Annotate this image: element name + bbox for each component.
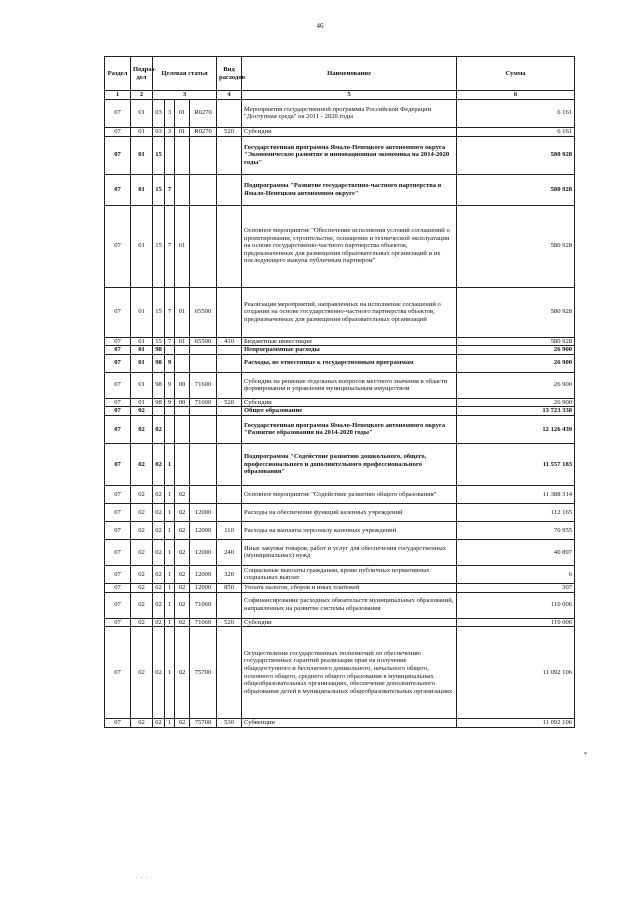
target-subprogram-cell [165,407,175,416]
target-event-cell [175,443,190,485]
table-header-row [105,57,575,91]
col-number: 2 [131,91,153,100]
sum-cell: 580 928 [457,174,575,205]
table-row [105,287,575,337]
razdel-cell: 07 [105,539,131,565]
vid-raskhodov-cell [217,99,242,127]
name-cell: Государственная программа Ямало-Ненецкого автономного округа "Экономическое развитие и инновационная экономика на 2014-2020 годы" [242,136,457,174]
target-program-cell: 02 [153,618,165,627]
target-event-cell: 01 [175,287,190,337]
target-direction-cell [190,174,217,205]
target-subprogram-cell: 9 [165,372,175,398]
header-sum: Сумма [457,57,575,91]
target-subprogram-cell: 1 [165,443,175,485]
razdel-cell: 07 [105,407,131,416]
target-subprogram-cell: 1 [165,583,175,592]
vid-raskhodov-cell: 410 [217,337,242,346]
podrazdel-cell: 02 [131,415,153,443]
name-cell: Реализация мероприятий, направленных на исполнение соглашений о создании на основе государственно-частного партнерства объектов, предназначенных для размещения образовательных организаций [242,287,457,337]
name-cell: Основное мероприятие "Содействие развитию общего образования" [242,485,457,503]
razdel-cell: 07 [105,398,131,407]
target-direction-cell [190,354,217,372]
target-direction-cell: 71600 [190,398,217,407]
sum-cell: 11 557 183 [457,443,575,485]
target-event-cell: 01 [175,127,190,136]
target-direction-cell [190,136,217,174]
sum-cell: 26 900 [457,372,575,398]
razdel-cell: 07 [105,583,131,592]
table-row [105,205,575,287]
target-direction-cell: 75700 [190,627,217,719]
target-subprogram-cell: 7 [165,337,175,346]
podrazdel-cell: 01 [131,174,153,205]
margin-mark: * [584,752,587,758]
vid-raskhodov-cell [217,415,242,443]
sum-cell: 13 723 338 [457,407,575,416]
vid-raskhodov-cell [217,174,242,205]
razdel-cell: 07 [105,485,131,503]
table-row [105,719,575,728]
vid-raskhodov-cell [217,354,242,372]
target-program-cell: 02 [153,539,165,565]
name-cell: Расходы на выплаты персоналу казенных учреждений [242,521,457,539]
name-cell: Уплата налогов, сборов и иных платежей [242,583,457,592]
target-event-cell [175,407,190,416]
sum-cell: 40 897 [457,539,575,565]
target-program-cell: 03 [153,99,165,127]
name-cell: Основное мероприятие "Обеспечение исполнения условий соглашений о проектировании, строительстве, оснащении и технической эксплуатации на основе государственно-частного партнерства объектов, предназначенных для размещения образовательных организаций и их последующего выкупа публичным партнером" [242,205,457,287]
razdel-cell: 07 [105,354,131,372]
podrazdel-cell: 01 [131,372,153,398]
col-number: 1 [105,91,131,100]
target-event-cell [175,354,190,372]
target-direction-cell: 12000 [190,583,217,592]
razdel-cell: 07 [105,337,131,346]
podrazdel-cell: 02 [131,719,153,728]
table-row [105,485,575,503]
target-subprogram-cell: 7 [165,174,175,205]
vid-raskhodov-cell: 240 [217,539,242,565]
vid-raskhodov-cell [217,592,242,618]
podrazdel-cell: 01 [131,127,153,136]
header-name: Наименование [242,57,457,91]
table-row [105,443,575,485]
razdel-cell: 07 [105,503,131,521]
sum-cell: 11 092 106 [457,627,575,719]
table-row [105,592,575,618]
target-program-cell: 98 [153,398,165,407]
sum-cell: 580 928 [457,287,575,337]
target-direction-cell: 65500 [190,337,217,346]
target-subprogram-cell: 1 [165,539,175,565]
table-row [105,136,575,174]
target-program-cell: 02 [153,521,165,539]
sum-cell: 11 388 314 [457,485,575,503]
razdel-cell: 07 [105,592,131,618]
podrazdel-cell: 02 [131,627,153,719]
target-subprogram-cell [165,415,175,443]
table-row [105,565,575,583]
target-direction-cell: 12000 [190,503,217,521]
podrazdel-cell: 01 [131,346,153,355]
vid-raskhodov-cell: 850 [217,583,242,592]
target-program-cell: 02 [153,719,165,728]
target-subprogram-cell: 3 [165,127,175,136]
column-number-row [105,91,575,100]
name-cell: Мероприятия государственной программы Российской Федерации "Доступная среда" на 2011 - 2020 годы [242,99,457,127]
target-event-cell: 00 [175,372,190,398]
vid-raskhodov-cell: 520 [217,127,242,136]
sum-cell: 26 900 [457,398,575,407]
col-number: 4 [217,91,242,100]
name-cell: Осуществление государственных полномочий по обеспечению государственных гарантий реализации прав на получение общедоступного и бесплатного дошкольного, начального общего, основного общего, среднего общего образования в муниципальных общеобразовательных организациях, обеспечение дополнительного образования детей в муниципальных общеобразовательных организациях [242,627,457,719]
target-subprogram-cell: 7 [165,287,175,337]
sum-cell: 110 006 [457,618,575,627]
target-direction-cell: R0270 [190,99,217,127]
target-event-cell: 01 [175,205,190,287]
podrazdel-cell: 01 [131,354,153,372]
name-cell: Подпрограмма "Развитие государственно-частного партнерства в Ямало-Ненецком автономном округе" [242,174,457,205]
target-direction-cell: 75700 [190,719,217,728]
razdel-cell: 07 [105,521,131,539]
header-vid-raskhodov: Вид расходов [217,57,242,91]
target-direction-cell [190,485,217,503]
target-direction-cell: 65500 [190,287,217,337]
vid-raskhodov-cell [217,205,242,287]
name-cell: Социальные выплаты гражданам, кроме публичных нормативных социальных выплат [242,565,457,583]
table-row [105,521,575,539]
razdel-cell: 07 [105,719,131,728]
target-direction-cell: 12000 [190,521,217,539]
target-subprogram-cell: 1 [165,719,175,728]
target-event-cell: 02 [175,565,190,583]
target-event-cell: 02 [175,485,190,503]
target-program-cell: 98 [153,346,165,355]
vid-raskhodov-cell [217,407,242,416]
sum-cell: 26 900 [457,346,575,355]
name-cell: Субвенции [242,719,457,728]
target-subprogram-cell: 1 [165,503,175,521]
target-event-cell [175,415,190,443]
podrazdel-cell: 02 [131,407,153,416]
name-cell: Расходы на обеспечение функций казенных учреждений [242,503,457,521]
sum-cell: 112 165 [457,503,575,521]
name-cell: Непрограммные расходы [242,346,457,355]
sum-cell: 6 161 [457,127,575,136]
razdel-cell: 07 [105,372,131,398]
table-row [105,627,575,719]
target-program-cell: 98 [153,372,165,398]
podrazdel-cell: 02 [131,485,153,503]
razdel-cell: 07 [105,205,131,287]
razdel-cell: 07 [105,443,131,485]
podrazdel-cell: 02 [131,503,153,521]
podrazdel-cell: 01 [131,136,153,174]
podrazdel-cell: 02 [131,618,153,627]
target-event-cell: 02 [175,592,190,618]
target-direction-cell [190,415,217,443]
target-direction-cell: 71600 [190,372,217,398]
name-cell: Иные закупки товаров, работ и услуг для обеспечения государственных (муниципальных) нужд [242,539,457,565]
target-event-cell [175,174,190,205]
sum-cell: 6 161 [457,99,575,127]
target-event-cell: 01 [175,337,190,346]
sum-cell: 6 [457,565,575,583]
table-row [105,407,575,416]
target-event-cell: 01 [175,99,190,127]
podrazdel-cell: 02 [131,521,153,539]
col-number: 5 [242,91,457,100]
razdel-cell: 07 [105,174,131,205]
target-event-cell: 02 [175,719,190,728]
target-subprogram-cell [165,136,175,174]
target-direction-cell [190,205,217,287]
vid-raskhodov-cell: 530 [217,719,242,728]
sum-cell: 70 955 [457,521,575,539]
table-row [105,415,575,443]
target-program-cell: 02 [153,583,165,592]
razdel-cell: 07 [105,627,131,719]
target-program-cell: 02 [153,485,165,503]
table-row [105,618,575,627]
target-subprogram-cell: 3 [165,99,175,127]
target-program-cell: 03 [153,127,165,136]
target-subprogram-cell: 1 [165,592,175,618]
vid-raskhodov-cell: 320 [217,565,242,583]
podrazdel-cell: 02 [131,583,153,592]
name-cell: Бюджетные инвестиции [242,337,457,346]
target-subprogram-cell: 9 [165,398,175,407]
target-direction-cell: 12000 [190,539,217,565]
name-cell: Субсидии на решение отдельных вопросов местного значения в области формирования и управления муниципальным имуществом [242,372,457,398]
razdel-cell: 07 [105,127,131,136]
podrazdel-cell: 02 [131,539,153,565]
page-number: 46 [316,22,324,30]
sum-cell: 12 126 439 [457,415,575,443]
target-program-cell: 02 [153,443,165,485]
vid-raskhodov-cell [217,136,242,174]
sum-cell: 580 928 [457,205,575,287]
razdel-cell: 07 [105,565,131,583]
target-subprogram-cell: 1 [165,618,175,627]
razdel-cell: 07 [105,136,131,174]
table-row [105,337,575,346]
budget-table [104,56,575,728]
target-event-cell [175,346,190,355]
podrazdel-cell: 01 [131,287,153,337]
target-subprogram-cell: 1 [165,565,175,583]
target-program-cell [153,407,165,416]
target-event-cell: 02 [175,583,190,592]
razdel-cell: 07 [105,287,131,337]
header-target-article: Целевая статья [153,57,217,91]
target-program-cell: 15 [153,205,165,287]
podrazdel-cell: 02 [131,443,153,485]
target-direction-cell: 71060 [190,592,217,618]
target-program-cell: 15 [153,174,165,205]
target-event-cell: 02 [175,618,190,627]
target-direction-cell [190,443,217,485]
target-subprogram-cell: 1 [165,627,175,719]
table-row [105,583,575,592]
vid-raskhodov-cell [217,443,242,485]
name-cell: Подпрограмма "Содействие развитию дошкольного, общего, профессионального и дополнительного профессионального образования" [242,443,457,485]
target-event-cell: 02 [175,627,190,719]
table-row [105,539,575,565]
sum-cell: 11 092 106 [457,719,575,728]
podrazdel-cell: 02 [131,592,153,618]
sum-cell: 26 900 [457,354,575,372]
table-row [105,174,575,205]
vid-raskhodov-cell: 110 [217,521,242,539]
table-row [105,372,575,398]
table-row [105,346,575,355]
vid-raskhodov-cell: 520 [217,398,242,407]
razdel-cell: 07 [105,415,131,443]
target-program-cell: 15 [153,337,165,346]
sum-cell: 307 [457,583,575,592]
vid-raskhodov-cell [217,287,242,337]
name-cell: Общее образование [242,407,457,416]
target-direction-cell: 12000 [190,565,217,583]
target-event-cell [175,136,190,174]
name-cell: Расходы, не отнесенные к государственным программам [242,354,457,372]
razdel-cell: 07 [105,346,131,355]
sum-cell: 110 006 [457,592,575,618]
target-subprogram-cell: 7 [165,205,175,287]
col-number: 3 [153,91,217,100]
sum-cell: 580 928 [457,136,575,174]
name-cell: Субсидии [242,398,457,407]
target-program-cell: 02 [153,565,165,583]
podrazdel-cell: 02 [131,565,153,583]
header-razdel: Раздел [105,57,131,91]
target-event-cell: 00 [175,398,190,407]
target-event-cell: 02 [175,539,190,565]
footer-mark: . . . [136,874,149,880]
target-direction-cell [190,407,217,416]
table-row [105,354,575,372]
vid-raskhodov-cell [217,372,242,398]
target-event-cell: 02 [175,503,190,521]
vid-raskhodov-cell [217,346,242,355]
target-program-cell: 02 [153,627,165,719]
table-row [105,503,575,521]
razdel-cell: 07 [105,618,131,627]
table-row [105,398,575,407]
target-program-cell: 02 [153,592,165,618]
name-cell: Софинансирование расходных обязательств муниципальных образований, направленных на развитие системы образования [242,592,457,618]
target-program-cell: 15 [153,287,165,337]
target-subprogram-cell [165,346,175,355]
target-program-cell: 02 [153,503,165,521]
name-cell: Государственная программа Ямало-Ненецкого автономного округа "Развитие образования на 2014-2020 годы" [242,415,457,443]
podrazdel-cell: 01 [131,337,153,346]
header-podrazdel: Подраз-дел [131,57,153,91]
target-program-cell: 02 [153,415,165,443]
table-row [105,99,575,127]
target-subprogram-cell: 1 [165,521,175,539]
vid-raskhodov-cell [217,485,242,503]
podrazdel-cell: 01 [131,99,153,127]
target-subprogram-cell: 1 [165,485,175,503]
target-program-cell: 15 [153,136,165,174]
name-cell: Субсидии [242,127,457,136]
name-cell: Субсидии [242,618,457,627]
target-subprogram-cell: 9 [165,354,175,372]
target-direction-cell [190,346,217,355]
podrazdel-cell: 01 [131,205,153,287]
table-row [105,127,575,136]
vid-raskhodov-cell: 520 [217,618,242,627]
target-direction-cell: R0270 [190,127,217,136]
podrazdel-cell: 01 [131,398,153,407]
target-program-cell: 98 [153,354,165,372]
target-event-cell: 02 [175,521,190,539]
sum-cell: 580 928 [457,337,575,346]
razdel-cell: 07 [105,99,131,127]
vid-raskhodov-cell [217,627,242,719]
target-direction-cell: 71060 [190,618,217,627]
vid-raskhodov-cell [217,503,242,521]
col-number: 6 [457,91,575,100]
